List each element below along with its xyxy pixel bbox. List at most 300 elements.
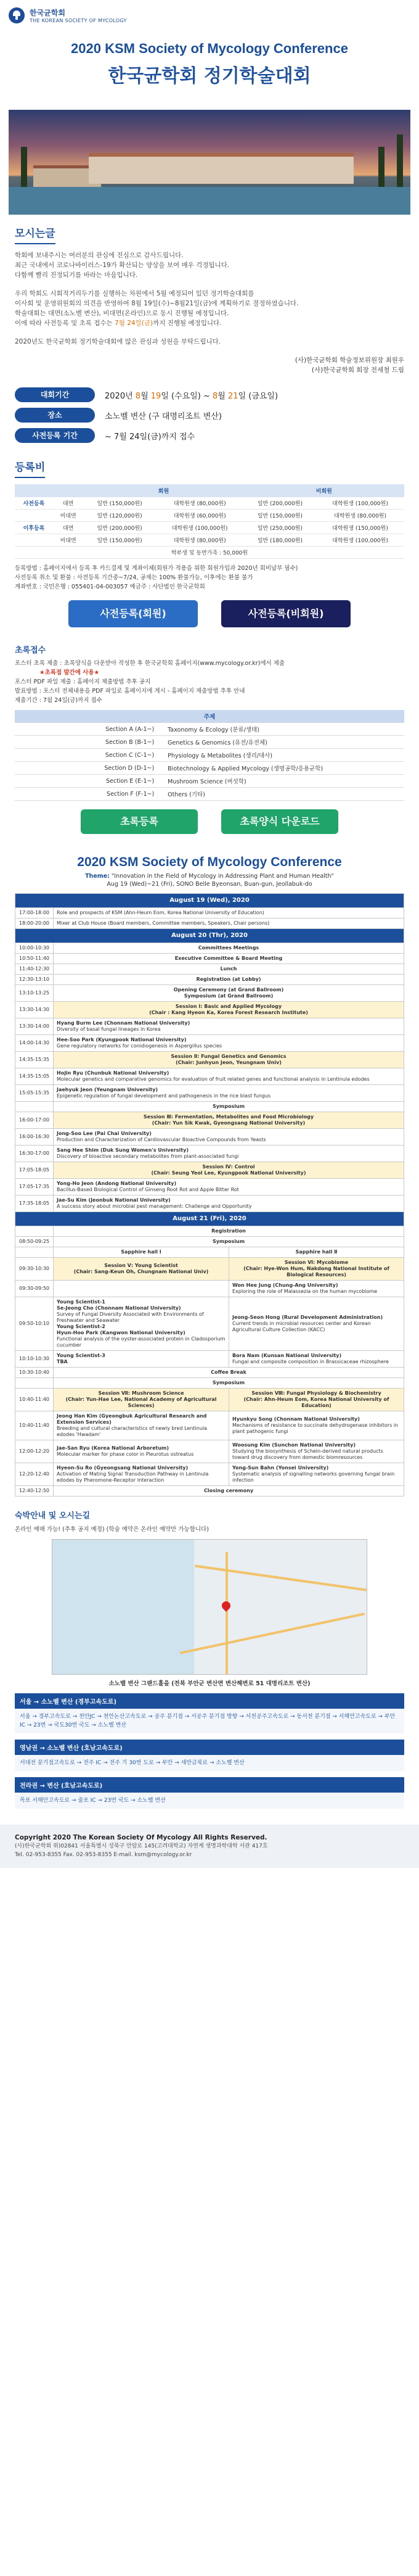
time: 12:30-13:10 (15, 975, 54, 985)
cell (229, 1258, 404, 1281)
location-pin-icon (220, 1600, 232, 1612)
cell: 일반 (180,000원) (244, 534, 317, 547)
cell: 대면 (53, 497, 83, 510)
table-row (15, 919, 404, 929)
t: (Chair: Hye-Won Hum, Nakdong National Institute of Biological Resources) (243, 1266, 389, 1278)
t: Current trends in microbial resources center and Korean Agricultural Culture Collection (KACC) (232, 1321, 371, 1332)
table-row (15, 985, 404, 1002)
cell (54, 1068, 404, 1085)
cell (54, 985, 404, 1002)
t: Jeong Han Kim (Gyeongbuk Agricultural Research and Extension Services) (57, 1413, 207, 1425)
cell: Section F (F-1~) (15, 788, 163, 801)
t: Functional analysis of the oyster-associated protein in Cladosporium cucumber (57, 1336, 226, 1348)
cell (54, 1281, 229, 1297)
cell: 일반 (200,000원) (244, 497, 317, 510)
resort-photo (9, 110, 410, 215)
cell: Section E (E-1~) (15, 775, 163, 788)
t: Fungal and composite composition in Brassicaceae rhizosphere (232, 1359, 389, 1364)
header (0, 0, 419, 110)
time: 14:35-15:35 (15, 1052, 54, 1068)
theme-label: Theme: (85, 873, 110, 880)
time: 13:30-14:00 (15, 1018, 54, 1035)
t: Se-Jeong Cho (Chonnam National University) (57, 1305, 181, 1311)
t: Hyunkyu Song (Chonnam National University) (232, 1416, 360, 1422)
table-row (15, 522, 404, 534)
cell (54, 1258, 229, 1281)
signature-line: (사)한국균학회 학술정보위원장 최원우 (295, 357, 404, 364)
cell: 대학원생 (150,000원) (316, 522, 404, 534)
cell (54, 1112, 404, 1129)
time: 13:10-13:25 (15, 985, 54, 1002)
cell (54, 1440, 229, 1463)
table-row (15, 749, 404, 762)
cell: 대학원생 (80,000원) (316, 510, 404, 522)
table-row (15, 1179, 404, 1195)
cell (229, 1440, 404, 1463)
cell (229, 1463, 404, 1486)
table-row (15, 1258, 404, 1281)
time (15, 1378, 54, 1389)
t: Yong-Sun Bahn (Yonsei University) (232, 1465, 329, 1471)
fee-heading: 등록비 (15, 458, 45, 478)
cell: 이후등록 (15, 522, 53, 534)
cell: 대학원생 (80,000원) (156, 497, 244, 510)
session-table (15, 710, 404, 801)
time: 10:10-10:30 (15, 1351, 54, 1368)
abstract-buttons (15, 809, 404, 834)
route-text: 목포 서해안고속도로 → 줄포 IC → 23번 국도 → 소노벨 변산 (15, 1793, 404, 1809)
society-logo[interactable] (9, 7, 410, 23)
route-heading: 서울 → 소노벨 변산 (경부고속도로) (15, 1693, 404, 1709)
fee-head-member: 회원 (83, 484, 243, 497)
abstract-line: 제출기간 : 7월 24일(금)까지 접수 (15, 697, 102, 704)
time: 10:40-11:40 (15, 1411, 54, 1440)
t: A success story about microbial pest management: Challenge and Opportunity (57, 1203, 252, 1209)
cell: 대면 (53, 522, 83, 534)
table-row (15, 975, 404, 985)
date-value (95, 389, 278, 401)
t: Session Ⅷ: Fungal Physiology & Biochemistry (251, 1390, 381, 1396)
location-sub: 온라인 예매 가능! (추후 공지 예정) (학술 예약은 온라인 예약만 가능합니다) (15, 1526, 209, 1533)
cell: Registration (54, 1226, 404, 1237)
signature (15, 355, 404, 375)
cell: 일반 (250,000원) (244, 522, 317, 534)
t: 19 (150, 391, 161, 401)
t: Young Scientist-1 (57, 1299, 105, 1305)
fee-table (15, 484, 404, 559)
table-row (15, 1112, 404, 1129)
greeting-line: 다함께 빨리 진정되기를 바라는 마음입니다. (15, 271, 138, 279)
logo-korean: 한국균학회 (30, 9, 65, 17)
cell: Executive Committee & Board Meeting (54, 954, 404, 964)
time: 14:35-15:05 (15, 1068, 54, 1085)
t: (Chair: Ahn-Heum Eom, Korea National University of Education) (243, 1397, 389, 1408)
table-row (15, 510, 404, 522)
cell: Section B (B-1~) (15, 736, 163, 749)
fee-section (0, 455, 419, 640)
table-row (15, 1247, 404, 1258)
t: Symposium (at Grand Ballroom) (184, 993, 274, 999)
table-row (15, 1281, 404, 1297)
t: Sang Hee Shim (Duk Sung Women's University) (57, 1147, 189, 1153)
note-line: 계좌번호 : 국민은행 : 055401-04-003057 예금주 : 사단법인 한국균학회 (15, 584, 205, 590)
cell (229, 1389, 404, 1411)
table-row (15, 1102, 404, 1112)
program-title: 2020 KSM Society of Mycology Conference (77, 855, 342, 869)
location-heading: 숙박안내 및 오시는길 (15, 1511, 91, 1521)
t: Activation of Mating Signal Transduction Pathway in Lentinula edodes by Pheromone-Receptor Interaction (57, 1471, 209, 1483)
cell: Closing ceremony (54, 1486, 404, 1496)
time (15, 1102, 54, 1112)
table-row (15, 762, 404, 775)
cell (54, 1463, 229, 1486)
t: Gene regulatory networks for conidiogenesis in Aspergillus species (57, 1043, 222, 1049)
t: Won Hee Jung (Chung-Ang University) (232, 1282, 338, 1288)
abstract-line: 포스터 PDF 파일 제출 : 홈페이지 제출방법 추후 공지 (15, 679, 151, 685)
reg-value: ~ 7월 24일(금)까지 접수 (105, 432, 195, 442)
t: Diversity of basal fungal lineages in Korea (57, 1026, 161, 1032)
submit-abstract-button[interactable]: 초록등록 (81, 809, 198, 834)
place-row (15, 408, 404, 423)
theme-text: "Innovation in the Field of Mycology in Addressing Plant and Human Health" (109, 873, 334, 880)
date-row (15, 387, 404, 402)
time: 17:00-18:00 (15, 908, 54, 919)
conference-title-en: 2020 KSM Society of Mycology Conference (71, 41, 348, 56)
reg-label: 사전등록 기간 (15, 428, 95, 443)
table-row (15, 534, 404, 547)
t: Studying the biosynthesis of Schein-derived natural products toward drug discovery from domestic biomresources (232, 1448, 383, 1460)
t: Woosung Kim (Sunchon National University) (232, 1442, 356, 1448)
t: Young Scientist-2 (57, 1324, 105, 1329)
table-row (15, 1129, 404, 1146)
t: Jae-Su Kim (Jeonbuk National University) (57, 1197, 171, 1203)
day-header: August 19 (Wed), 2020 (15, 894, 404, 908)
t: TBA (57, 1359, 68, 1364)
cell: 비대면 (53, 534, 83, 547)
cell: Sapphire hall Ⅱ (229, 1247, 404, 1258)
cell: 사전등록 (15, 497, 53, 510)
abstract-section (0, 640, 419, 846)
t: Session Ⅲ: Fermentation, Metabolites and Food Microbiology (143, 1114, 314, 1120)
cell: Taxonomy & Ecology (분류/생태) (163, 723, 404, 736)
t: Bora Nam (Kunsan National University) (232, 1353, 342, 1358)
deadline-highlight: 7월 24일(금) (115, 320, 153, 327)
fee-head-nonmember: 비회원 (244, 484, 404, 497)
table-row (15, 943, 404, 954)
t: Breeding and cultural characteristics of newly bred Lentinula edodes 'Hwadam' (57, 1426, 208, 1437)
note-line: 사전등록 취소 및 환불 : 사전등록 기간중~7/24, 공제는 100% 환불가능, 이후에는 환불 불가 (15, 574, 253, 581)
greeting-line: 최근 국내에서 코로나바이러스-19가 확산되는 양상을 보여 매우 걱정됩니다. (15, 262, 230, 269)
register-nonmember-button[interactable]: 사전등록(비회원) (221, 600, 351, 627)
time: 12:00-12:20 (15, 1440, 54, 1463)
location-map[interactable] (52, 1539, 367, 1675)
cell: 일반 (200,000원) (83, 522, 156, 534)
table-row (15, 497, 404, 510)
event-info (0, 381, 419, 455)
table-row (15, 1368, 404, 1378)
cell: 학부생 및 동반가족 : 50,000원 (15, 547, 404, 559)
time: 16:00-17:00 (15, 1112, 54, 1129)
greeting-line (15, 318, 404, 328)
cell (54, 1146, 404, 1162)
time: 13:30-14:30 (15, 1002, 54, 1018)
logo-english: THE KOREAN SOCIETY OF MYCOLOGY (30, 18, 127, 23)
t: (Chair: Junhyun Jeon, Yeungnam Univ) (176, 1060, 282, 1065)
t: 8 (212, 391, 218, 401)
program-table (15, 893, 404, 1496)
route-heading: 영남권 → 소노벨 변산 (호남고속도로) (15, 1740, 404, 1755)
t: Molecular genetics and comparative genomics for evaluation of fruit related genes and functional analysis in Lentinula edodes (57, 1076, 370, 1082)
t: Survey of Fungal Diversity Associated with Environments of Freshwater and Seawater (57, 1311, 204, 1323)
cell: 일반 (120,000원) (83, 510, 156, 522)
t: Discovery of bioactive secondary metabolites from plant-associated fungi (57, 1154, 239, 1159)
cell: Committees Meetings (54, 943, 404, 954)
table-row (15, 1226, 404, 1237)
session-head: 주제 (15, 710, 404, 723)
reg-row (15, 428, 404, 443)
cell: Lunch (54, 964, 404, 975)
cell (229, 1281, 404, 1297)
time: 15:05-15:35 (15, 1085, 54, 1102)
table-row (15, 1351, 404, 1368)
footer-address: (사)한국균학회 위)02841 서울특별시 성북구 안암로 145(고려대학교) 자연계 생명과학대학 서관 417호 (15, 1843, 268, 1849)
time: 10:30-10:40 (15, 1368, 54, 1378)
cell: 일반 (150,000원) (83, 497, 156, 510)
t: Jeong-Seon Hong (Rural Development Administration) (232, 1315, 383, 1320)
table-row (15, 964, 404, 975)
cell: Symposium (54, 1237, 404, 1247)
cell: 일반 (150,000원) (244, 510, 317, 522)
conference-title-ko: 한국균학회 정기학술대회 (108, 65, 311, 87)
cell (229, 1411, 404, 1440)
time: 12:40-12:50 (15, 1486, 54, 1496)
t: Jaehyuk Jeon (Yeungnam University) (57, 1087, 158, 1092)
cell: Section D (D-1~) (15, 762, 163, 775)
route-heading: 전라권 → 변산 (호남고속도로) (15, 1777, 404, 1793)
t: 2020년 (105, 391, 136, 401)
table-row (15, 1440, 404, 1463)
table-row (15, 1146, 404, 1162)
cell (54, 1018, 404, 1035)
download-template-button[interactable]: 초록양식 다운로드 (221, 809, 338, 834)
footer (0, 1825, 419, 1868)
t: (Chair : Kang Hyeon Ka, Korea Forest Research Institute) (149, 1010, 308, 1015)
time: 09:30-09:50 (15, 1281, 54, 1297)
cell: Section A (A-1~) (15, 723, 163, 736)
cell: Physiology & Metabolites (생리/대사) (163, 749, 404, 762)
table-row (15, 1195, 404, 1212)
day-header: August 21 (Fri), 2020 (15, 1212, 404, 1226)
time: 17:05-18:05 (15, 1162, 54, 1179)
t: Session Ⅶ: Mushroom Science (98, 1390, 184, 1396)
cell: Sapphire hall Ⅰ (54, 1247, 229, 1258)
table-row (15, 1002, 404, 1018)
table-row (15, 723, 404, 736)
cell (54, 1052, 404, 1068)
program-theme (0, 872, 419, 888)
cell: 대학원생 (60,000원) (156, 510, 244, 522)
cell: Role and prospects of KSM (Ahn-Heum Eom, Korea National University of Education) (54, 908, 404, 919)
table-row (15, 954, 404, 964)
time: 10:00-10:30 (15, 943, 54, 954)
register-member-button[interactable]: 사전등록(회원) (68, 600, 198, 627)
time: 17:05-17:35 (15, 1179, 54, 1195)
time: 18:00-20:00 (15, 919, 54, 929)
cell: 대학원생 (100,000원) (316, 497, 404, 510)
t: (Chair: Yun-Hae Lee, National Academy of Agricultural Sciences) (65, 1397, 217, 1408)
cell (54, 1162, 404, 1179)
copyright: Copyright 2020 The Korean Society Of Mycology All Rights Reserved. (15, 1834, 267, 1841)
note-line: 등록방법 : 홈페이지에서 등록 후 카드결제 및 계좌이체(회원가 적용을 위한 회원가입과 2020년 회비납부 필수) (15, 565, 298, 572)
t: Hyeon-Su Ro (Gyeongsang National University) (57, 1465, 189, 1471)
time (15, 1247, 54, 1258)
cell (15, 534, 53, 547)
greeting-line: 2020년도 한국균학회 정기학술대회에 많은 관심과 성원을 부탁드립니다. (15, 338, 221, 345)
cell: Mushroom Science (버섯학) (163, 775, 404, 788)
time: 16:00-16:30 (15, 1129, 54, 1146)
cell (229, 1351, 404, 1368)
table-row (15, 1052, 404, 1068)
cell: 대학원생 (80,000원) (156, 534, 244, 547)
cell: Symposium (54, 1102, 404, 1112)
cell (54, 1085, 404, 1102)
t: Jae-San Ryu (Korea National Arboretum) (57, 1445, 169, 1451)
cell: Registration (at Lobby) (54, 975, 404, 985)
cell: Genetics & Genomics (유전/유전체) (163, 736, 404, 749)
cell: Section C (C-1~) (15, 749, 163, 762)
time (15, 1226, 54, 1237)
t: Session Ⅱ: Fungal Genetics and Genomics (171, 1054, 287, 1059)
t: Session Ⅳ: Control (202, 1164, 255, 1170)
signature-line: (사)한국균학회 회장 전세철 드림 (311, 366, 404, 374)
table-row (15, 547, 404, 559)
t: Jong-Soo Lee (Pai Chai University) (57, 1131, 152, 1136)
table-row (15, 775, 404, 788)
t: Hojin Ryu (Chunbuk National University) (57, 1070, 169, 1076)
footer-contact: Tel. 02-953-8355 Fax. 02-953-8355 E-mail. ksm@mycology.or.kr (15, 1852, 192, 1858)
route-text: 서대전 분기점고속도로 → 전주 IC → 전주 기 30번 도로 → 부안 → 새만금북로 → 소노벨 변산 (15, 1755, 404, 1771)
t: Mechanisms of resistance to succinate dehydrogenase inhibitors in plant pathogenic fungi (232, 1422, 399, 1434)
t: Bacillus-Based Biological Control of Ginseng Root Rot and Apple Bitter Rot (57, 1187, 239, 1192)
abstract-line: 포스터 초록 제출 : 초록양식을 다운받아 작성한 후 한국균학회 홈페이지(www.mycology.or.kr)에서 제출 (15, 660, 285, 667)
time: 10:40-11:40 (15, 1389, 54, 1411)
t: (Chair: Seung Yeol Lee, Kyungpook National University) (151, 1170, 306, 1176)
table-row (15, 788, 404, 801)
time: 14:00-14:30 (15, 1035, 54, 1052)
cell: Coffee Break (54, 1368, 404, 1378)
time: 16:30-17:00 (15, 1146, 54, 1162)
t: 8 (135, 391, 141, 401)
t: Hee-Soo Park (Kyungpook National University) (57, 1037, 187, 1042)
time: 08:50-09:25 (15, 1237, 54, 1247)
route-block (15, 1693, 404, 1733)
fee-notes (15, 564, 404, 592)
cell: Symposium (54, 1378, 404, 1389)
t: (Chair: Sang-Keun Oh, Chungnam National Univ) (73, 1269, 209, 1274)
cell: Mixer at Club House (Board members, Committee members, Speakers, Chair persons) (54, 919, 404, 929)
t: 월 (218, 391, 228, 401)
table-row (15, 1035, 404, 1052)
text: 이에 따라 사전등록 및 초록 접수는 (15, 320, 115, 327)
t: Molecular marker for phase color in Pleurotus ostreatus (57, 1451, 194, 1457)
cell (54, 1195, 404, 1212)
table-row (15, 1085, 404, 1102)
t: Hyang Burm Lee (Chonnam National University) (57, 1020, 190, 1026)
t: 21 (227, 391, 238, 401)
greeting-line: 우리 학회도 시회적거리두기를 실행하는 차원에서 5월 예정되어 있던 정기학술대회를 (15, 290, 254, 297)
greeting-line: 이사회 및 운영위원회의 의견을 반영하여 8월 19일(수)~8월21일(금)에 계획하기로 결정하였습니다. (15, 300, 299, 307)
t: Session Ⅵ: Mycobiome (284, 1260, 349, 1265)
time: 12:20-12:40 (15, 1463, 54, 1486)
abstract-highlight: ★초록접 발간에 사용★ (39, 669, 100, 676)
cell: Others (기타) (163, 788, 404, 801)
cell (229, 1297, 404, 1351)
time: 11:40-12:30 (15, 964, 54, 975)
cell (54, 1389, 229, 1411)
abstract-heading: 초록접수 (15, 646, 46, 655)
table-row (15, 736, 404, 749)
register-buttons (15, 600, 404, 627)
mushroom-icon (9, 7, 25, 23)
t: Opening Ceremony (at Grand Ballroom) (173, 987, 284, 993)
cell (54, 1351, 229, 1368)
cell (54, 1035, 404, 1052)
table-row (15, 1463, 404, 1486)
greeting-line: 학술대회는 대면(소노벨 변산), 비대면(온라인)으로 동시 진행될 예정입니다. (15, 310, 229, 317)
greeting-line: 학회에 보내주시는 여러분의 관심에 진심으로 감사드립니다. (15, 252, 184, 259)
greeting-section (0, 215, 419, 381)
t: (Chair: Yun Sik Kwak, Gyeongsang National University) (152, 1120, 306, 1126)
cell (54, 1411, 229, 1440)
time: 17:35-18:05 (15, 1195, 54, 1212)
date-label: 대회기간 (15, 387, 95, 402)
t: Session Ⅴ: Young Scientist (104, 1263, 178, 1268)
table-row (15, 1237, 404, 1247)
place-label: 장소 (15, 408, 95, 423)
cell (15, 510, 53, 522)
cell (54, 1002, 404, 1018)
cell (54, 1297, 229, 1351)
t: Young Scientist-3 (57, 1353, 105, 1358)
t: 일 (수요일) ~ (161, 391, 213, 401)
cell (54, 1179, 404, 1195)
t: Session Ⅰ: Basic and Applied Mycology (175, 1004, 282, 1009)
route-block (15, 1740, 404, 1771)
table-row (15, 1486, 404, 1496)
table-row (15, 1018, 404, 1035)
t: 일 (금요일) (238, 391, 279, 401)
theme-dates: Aug 19 (Wed)~21 (Fri), SONO Belle Byeonsan, Buan-gun, Jeollabuk-do (107, 881, 312, 888)
t: Yong-Ho Jeon (Andong National University) (57, 1181, 177, 1186)
table-row (15, 1411, 404, 1440)
map-caption: 소노벨 변산 그랜드홀을 (전북 부안군 변산면 변산해변로 51 대명리조트 변산) (108, 1680, 311, 1687)
cell: 대학원생 (100,000원) (156, 522, 244, 534)
day-header: August 20 (Thr), 2020 (15, 929, 404, 943)
table-row (15, 1378, 404, 1389)
location-section (0, 1501, 419, 1816)
text: 까지 진행될 예정입니다. (153, 320, 222, 327)
table-row (15, 1297, 404, 1351)
cell: 비대면 (53, 510, 83, 522)
t: Epigenetic regulation of fungal development and pathogenesis in the rice blast fungus (57, 1093, 271, 1099)
fee-head-blank (15, 484, 83, 497)
table-row (15, 1389, 404, 1411)
t: Hyun-Hoo Park (Kangwon National University) (57, 1330, 185, 1335)
route-text: 서울 → 경부고속도로 → 천안JC → 천안논산고속도로 → 공주 분기점 → 서공주 분기점 방향 → 서천공주고속도로 → 동서천 분기점 → 서해안고속도로 → 부안IC → 23번 → 국도30번 국도 → 소노벨 변산 (15, 1709, 404, 1733)
time: 10:50-11:40 (15, 954, 54, 964)
t: 월 (140, 391, 151, 401)
cell: 일반 (150,000원) (83, 534, 156, 547)
